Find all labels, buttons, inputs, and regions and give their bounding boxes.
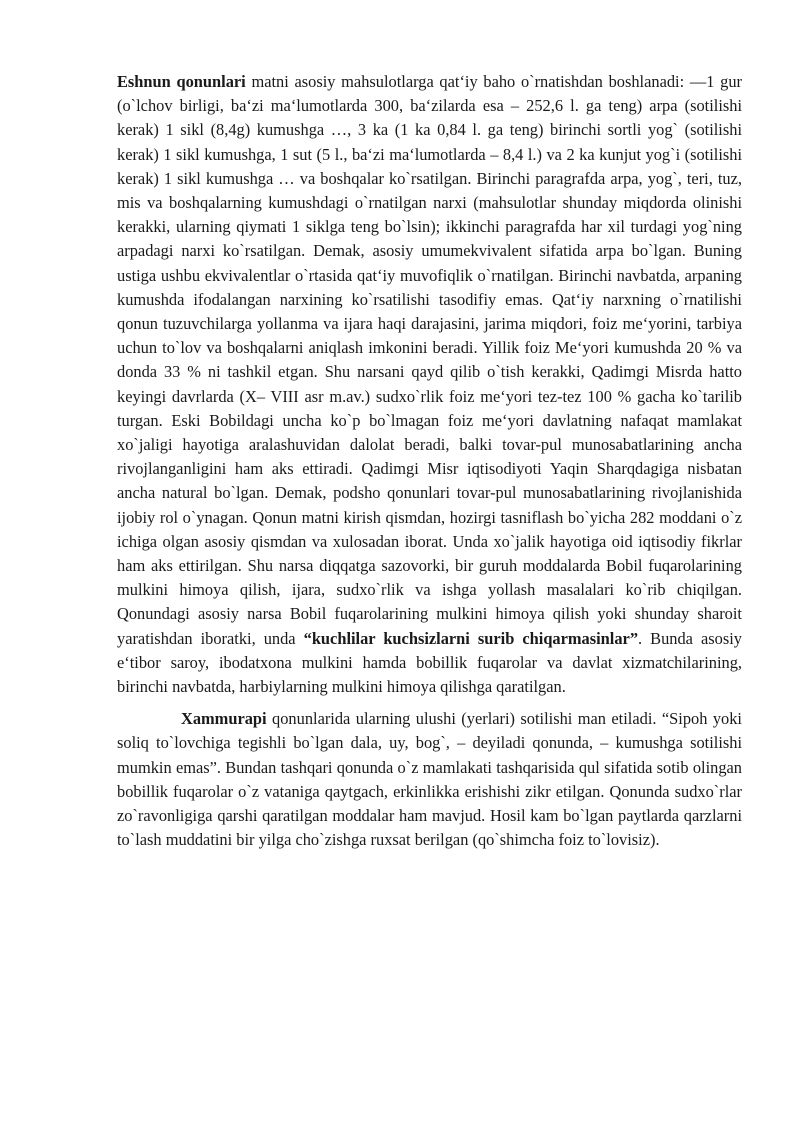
bold-term-hammurabi: Xammurapi [181,709,267,729]
paragraph-text: matni asosiy mahsulotlarga qat‘iy baho o`rnatishdan boshlanadi: —1 gur (o`lchov birligi, ba‘zi ma‘lumotlarda 300, ba‘zilarda esa – 252,6 l. ga teng) arpa (sotilishi kerak) 1 sikl (8,4g) kumushga …, 3 ka (1 ka 0,84 l. ga teng) birinchi sortli yog` (sotilishi kerak) 1 sikl kumushga, 1 sut (5 l., ba‘zi ma‘lumotlarda – 8,4 l.) va 2 ka kunjut yog`i (sotilishi kerak) 1 sikl kumushga … va boshqalar ko`rsatilgan. Birinchi paragrafda arpa, yog`, teri, tuz, mis va boshqalarning kumushdagi o`rnatilgan narxi (mahsulotlar shunday miqdorda olinishi kerakki, ularning qiymati 1 siklga teng bo`lsin); ikkinchi paragrafda har xil turdagi yog`ning arpadagi narxi ko`rsatilgan. Demak, asosiy umumekvivalent sifatida arpa bo`lgan. Buning ustiga ushbu ekvivalentlar o`rtasida qat‘iy muvofiqlik o`rnatilgan. Birinchi navbatda, arpaning kumushda ifodalangan narxining ko`rsatilishi tasodifiy emas. Qat‘iy narxning o`rnatilishi qonun tuzuvchilarga yollanma va ijara haqi darajasini, jarima miqdori, foiz me‘yorini, tarbiya uchun to`lov va boshqalarni aniqlash imkonini beradi. Yillik foiz Me‘yori kumushda 20 % va donda 33 % ni tashkil etgan. Shu narsani qayd qilib o`tish kerakki, Qadimgi Misrda hatto keyingi davrlarda (X– VIII asr m.av.) sudxo`rlik foiz me‘yori tez-tez 100 % gacha ko`tarilib turgan. Eski Bobildagi uncha ko`p bo`lmagan foiz me‘yori davlatning nafaqat mamlakat xo`jaligi hayotiga aralashuvidan dalolat beradi, balki tovar-pul munosabatlarining ancha rivojlanganligini ham aks ettiradi. Qadimgi Misr iqtisodiyoti Yaqin Sharqdagiga nisbatan ancha natural bo`lgan. Demak, podsho qonunlari tovar-pul munosabatlarining rivojlanishida ijobiy rol o`ynagan. Qonun matni kirish qismdan, hozirgi tasniflash bo`yicha 282 moddani o`z ichiga olgan asosiy qismdan va xulosadan iborat. Unda xo`jalik hayotiga oid iqtisodiy fikrlar ham aks ettirilgan. Shu narsa diqqatga sazovorki, bir guruh moddalarda Bobil fuqarolarining mulkini himoya qilish, ijara, sudxo`rlik va ishga yollash masalalari ko`rib chiqilgan. Qonundagi asosiy narsa Bobil fuqarolarining mulkini himoya qilish yoki shunday sharoit yaratishdan iboratki, unda [117,72,743,648]
paragraph-text-end: . Bunda asosiy e‘tibor saroy, ibodatxona mulkini hamda bobillik fuqarolar va davlat xizmatchilarining, birinchi navbatda, harbiylarning mulkini himoya qilishga qaratilgan. [117,628,742,697]
paragraph-eshnun-laws [117,70,742,699]
bold-term-eshnun: Eshnun qonunlari [117,72,246,91]
paragraph-text: qonunlarida ularning ulushi (yerlari) sotilishi man etiladi. “Sipoh yoki soliq to`lovchiga tegishli bo`lgan dala, uy, bog`, – deyiladi qonunda, – kumushga sotilishi mumkin emas”. Bundan tashqari qonunda o`z mamlakati tashqarisida qul sifatida sotib olingan bobillik fuqarolar o`z vataniga qaytgach, erkinlikka erishishi zikr etilgan. Qonunda sudxo`rlar zo`ravonligiga qarshi qaratilgan moddalar ham mavjud. Hosil kam bo`lgan paytlarda qarzlarni to`lash muddatini bir yilga cho`zishga ruxsat berilgan (qo`shimcha foiz to`lovisiz). [117,709,742,850]
bold-quote: “kuchlilar kuchsizlarni surib chiqarmasinlar” [303,628,639,648]
paragraph-hammurabi-laws [117,707,742,852]
document-page [117,70,742,853]
